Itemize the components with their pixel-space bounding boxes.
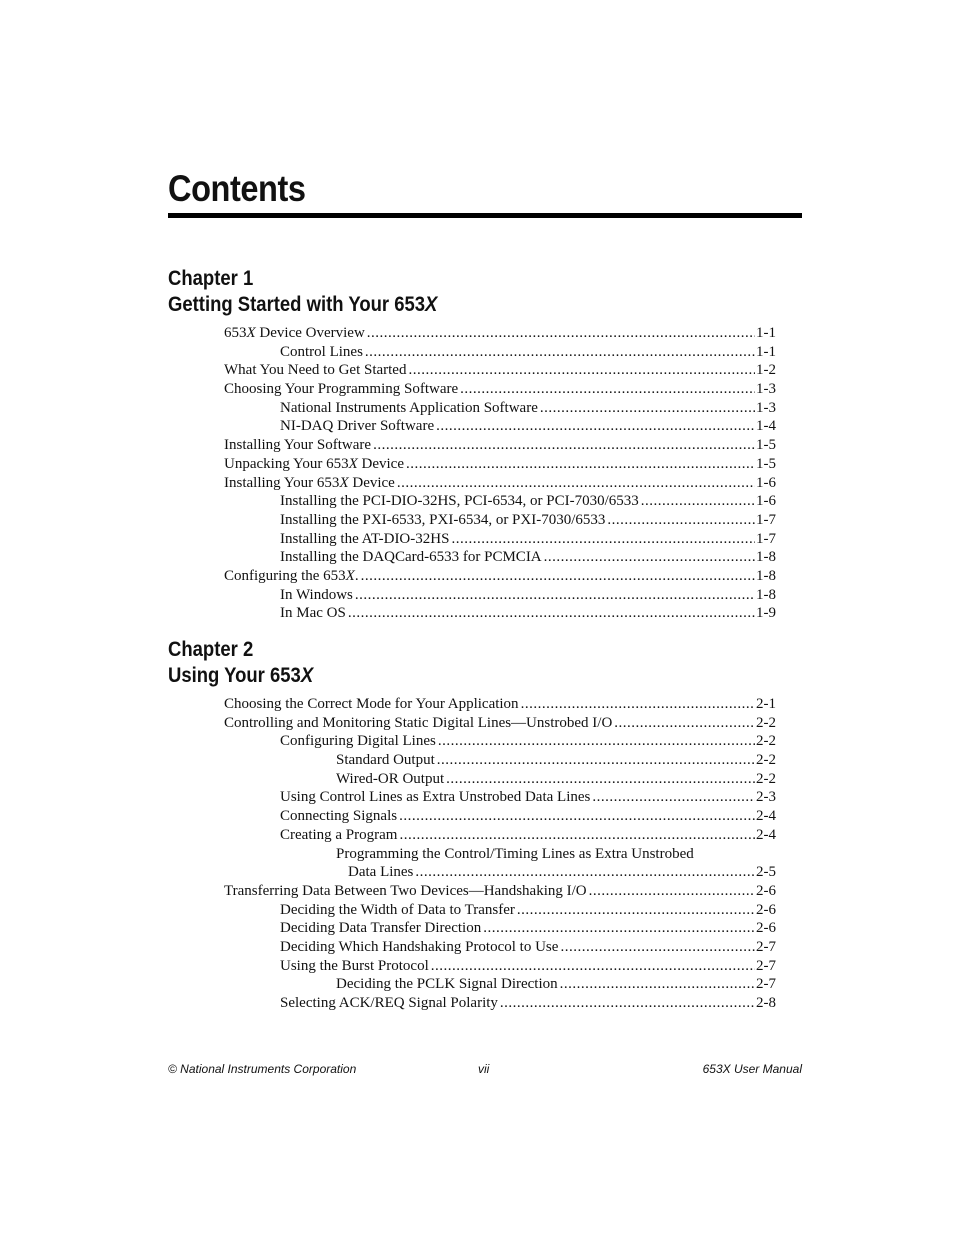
toc-entry-title: In Windows xyxy=(280,586,353,603)
toc-entry[interactable] xyxy=(168,474,776,493)
toc-page-number: 1-3 xyxy=(756,399,776,416)
toc-page-number: 2-5 xyxy=(756,864,776,881)
toc-entry[interactable] xyxy=(168,714,776,733)
toc-entry[interactable] xyxy=(168,586,776,605)
toc-entry[interactable] xyxy=(168,938,776,957)
toc-entry-title: Wired-OR Output xyxy=(336,770,445,787)
toc-page-number: 2-7 xyxy=(756,938,776,955)
toc-entry[interactable] xyxy=(168,882,776,901)
toc-entry[interactable] xyxy=(168,770,776,789)
toc-entry[interactable] xyxy=(168,343,776,362)
toc-entry-title: 653X Device Overview xyxy=(224,325,365,341)
toc-entry[interactable] xyxy=(168,957,776,976)
toc-page-number: 2-3 xyxy=(756,789,776,806)
toc-entry-title: What You Need to Get Started xyxy=(224,362,407,379)
dot-leader xyxy=(438,732,755,751)
toc-entry-title: NI-DAQ Driver Software xyxy=(280,418,435,435)
toc-entry[interactable] xyxy=(168,511,776,530)
toc-entry-title: Controlling and Monitoring Static Digital Lines—Unstrobed I/O xyxy=(224,714,613,731)
footer-manual-title: 653X User Manual xyxy=(702,1062,802,1076)
toc-page-number: 1-6 xyxy=(756,493,776,510)
chapter-number: Chapter 2 xyxy=(168,638,254,661)
toc-entry-title: Installing Your 653X Device xyxy=(224,474,395,491)
toc-page-number: 2-6 xyxy=(756,920,776,937)
dot-leader xyxy=(367,324,755,343)
toc-entry-title: Using Control Lines as Extra Unstrobed Data Lines xyxy=(280,789,591,806)
toc-entry[interactable] xyxy=(168,975,776,994)
dot-leader xyxy=(500,994,755,1013)
page-title: Contents xyxy=(168,168,306,209)
toc-page-number: 1-4 xyxy=(756,418,776,435)
toc-entry[interactable] xyxy=(168,399,776,418)
toc-page-number: 1-1 xyxy=(756,343,776,360)
dot-leader xyxy=(355,586,755,605)
toc-page-number: 2-6 xyxy=(756,882,776,899)
dot-leader xyxy=(415,863,755,882)
title-rule xyxy=(168,213,802,218)
toc-entry[interactable] xyxy=(168,826,776,845)
dot-leader xyxy=(607,511,755,530)
toc-entry-title: Control Lines xyxy=(280,343,363,360)
toc-entry-title: Transferring Data Between Two Devices—Handshaking I/O xyxy=(224,882,587,899)
toc-page-number: 1-8 xyxy=(756,567,776,584)
toc-entry-title: Data Lines xyxy=(348,864,414,881)
dot-leader xyxy=(373,436,755,455)
toc-page-number: 2-2 xyxy=(756,770,776,787)
toc-entry-title: Unpacking Your 653X Device xyxy=(224,455,404,472)
toc-entry[interactable] xyxy=(168,530,776,549)
toc-entry-title: Programming the Control/Timing Lines as Extra Unstrobed xyxy=(336,845,694,862)
toc-entry[interactable] xyxy=(168,845,776,864)
toc-page-number: 2-1 xyxy=(756,696,776,712)
toc-entry-title: Choosing the Correct Mode for Your Application xyxy=(224,696,519,712)
toc-list xyxy=(168,324,776,623)
toc-page-number: 1-7 xyxy=(756,530,776,547)
toc-entry[interactable] xyxy=(168,436,776,455)
toc-list xyxy=(168,695,776,1013)
toc-entry-title: Standard Output xyxy=(336,752,435,769)
dot-leader xyxy=(544,548,755,567)
toc-entry[interactable] xyxy=(168,695,776,714)
dot-leader xyxy=(560,975,755,994)
toc-page-number: 2-8 xyxy=(756,995,776,1011)
toc-entry-title: Deciding the Width of Data to Transfer xyxy=(280,901,515,918)
toc-entry-title: Deciding Which Handshaking Protocol to Use xyxy=(280,938,559,955)
toc-page-number: 2-4 xyxy=(756,826,776,843)
footer-page-number: vii xyxy=(478,1062,490,1076)
toc-entry-title: Installing the PXI-6533, PXI-6534, or PXI-7030/6533 xyxy=(280,511,606,528)
chapter-heading[interactable] xyxy=(168,637,703,689)
toc-entry[interactable] xyxy=(168,492,776,511)
toc-page-number: 1-2 xyxy=(756,362,776,379)
toc-entry-title: Installing Your Software xyxy=(224,437,372,454)
toc-entry[interactable] xyxy=(168,324,776,343)
dot-leader xyxy=(521,695,755,714)
toc-entry-title: Selecting ACK/REQ Signal Polarity xyxy=(280,995,498,1011)
toc-entry[interactable] xyxy=(168,788,776,807)
toc-entry-title: Configuring the 653X. xyxy=(224,567,359,584)
dot-leader xyxy=(451,530,755,549)
dot-leader xyxy=(348,604,755,623)
toc-page-number: 1-8 xyxy=(756,586,776,603)
dot-leader xyxy=(560,938,755,957)
chapter-number: Chapter 1 xyxy=(168,267,254,290)
toc-entry[interactable] xyxy=(168,751,776,770)
toc-page-number: 1-5 xyxy=(756,437,776,454)
toc-page-number: 2-7 xyxy=(756,957,776,974)
toc-entry-title: Using the Burst Protocol xyxy=(280,957,429,974)
toc-entry[interactable] xyxy=(168,807,776,826)
dot-leader xyxy=(614,714,755,733)
chapter-title: Getting Started with Your 653X xyxy=(168,293,438,316)
toc-entry[interactable] xyxy=(168,455,776,474)
toc-entry[interactable] xyxy=(168,548,776,567)
toc-entry-title: Creating a Program xyxy=(280,826,398,843)
page-footer xyxy=(168,1062,802,1078)
toc-entry-title: In Mac OS xyxy=(280,605,346,622)
toc-entry-title: National Instruments Application Software xyxy=(280,399,538,416)
dot-leader xyxy=(589,882,755,901)
toc-entry-title: Installing the DAQCard-6533 for PCMCIA xyxy=(280,549,542,566)
dot-leader xyxy=(399,826,755,845)
dot-leader xyxy=(397,474,755,493)
dot-leader xyxy=(406,455,755,474)
toc-entry[interactable] xyxy=(168,567,776,586)
toc-page-number: 1-6 xyxy=(756,474,776,491)
toc-entry-title: Deciding Data Transfer Direction xyxy=(280,920,482,937)
dot-leader xyxy=(437,751,755,770)
toc-entry[interactable] xyxy=(168,604,776,623)
chapter-title: Using Your 653X xyxy=(168,664,314,687)
toc-entry[interactable] xyxy=(168,994,776,1013)
toc-page-number: 2-2 xyxy=(756,714,776,731)
chapter-2-section xyxy=(168,637,776,1013)
dot-leader xyxy=(592,788,755,807)
toc-page-number: 1-8 xyxy=(756,549,776,566)
toc-page-number: 2-6 xyxy=(756,901,776,918)
dot-leader xyxy=(483,919,755,938)
toc-page-number: 1-3 xyxy=(756,381,776,398)
toc-entry[interactable] xyxy=(168,380,776,399)
chapter-1-section xyxy=(168,266,776,623)
toc-page-number: 1-5 xyxy=(756,455,776,472)
toc-page-number: 1-7 xyxy=(756,511,776,528)
toc-entry[interactable] xyxy=(168,919,776,938)
chapter-heading[interactable] xyxy=(168,266,703,318)
dot-leader xyxy=(446,770,755,789)
toc-entry-title: Installing the AT-DIO-32HS xyxy=(280,530,450,547)
dot-leader xyxy=(641,492,755,511)
toc-entry[interactable] xyxy=(168,732,776,751)
toc-entry-title: Choosing Your Programming Software xyxy=(224,381,459,398)
toc-page-number: 2-2 xyxy=(756,733,776,750)
dot-leader xyxy=(361,567,755,586)
toc-page-number: 1-1 xyxy=(756,325,776,341)
dot-leader xyxy=(365,343,755,362)
toc-page-number: 2-4 xyxy=(756,808,776,825)
dot-leader xyxy=(460,380,755,399)
dot-leader xyxy=(517,901,755,920)
toc-entry[interactable] xyxy=(168,901,776,920)
toc-entry-title: Deciding the PCLK Signal Direction xyxy=(336,976,558,993)
toc-page-number: 2-7 xyxy=(756,976,776,993)
dot-leader xyxy=(408,361,755,380)
dot-leader xyxy=(399,807,755,826)
dot-leader xyxy=(540,399,755,418)
dot-leader xyxy=(431,957,755,976)
toc-entry-title: Configuring Digital Lines xyxy=(280,733,436,750)
toc-page-number: 1-9 xyxy=(756,605,776,622)
dot-leader xyxy=(436,417,755,436)
toc-entry[interactable] xyxy=(168,863,776,882)
toc-entry[interactable] xyxy=(168,417,776,436)
toc-entry-title: Installing the PCI-DIO-32HS, PCI-6534, or PCI-7030/6533 xyxy=(280,493,639,510)
toc-page-number: 2-2 xyxy=(756,752,776,769)
footer-copyright: © National Instruments Corporation xyxy=(168,1062,357,1076)
toc-entry-title: Connecting Signals xyxy=(280,808,398,825)
toc-entry[interactable] xyxy=(168,361,776,380)
